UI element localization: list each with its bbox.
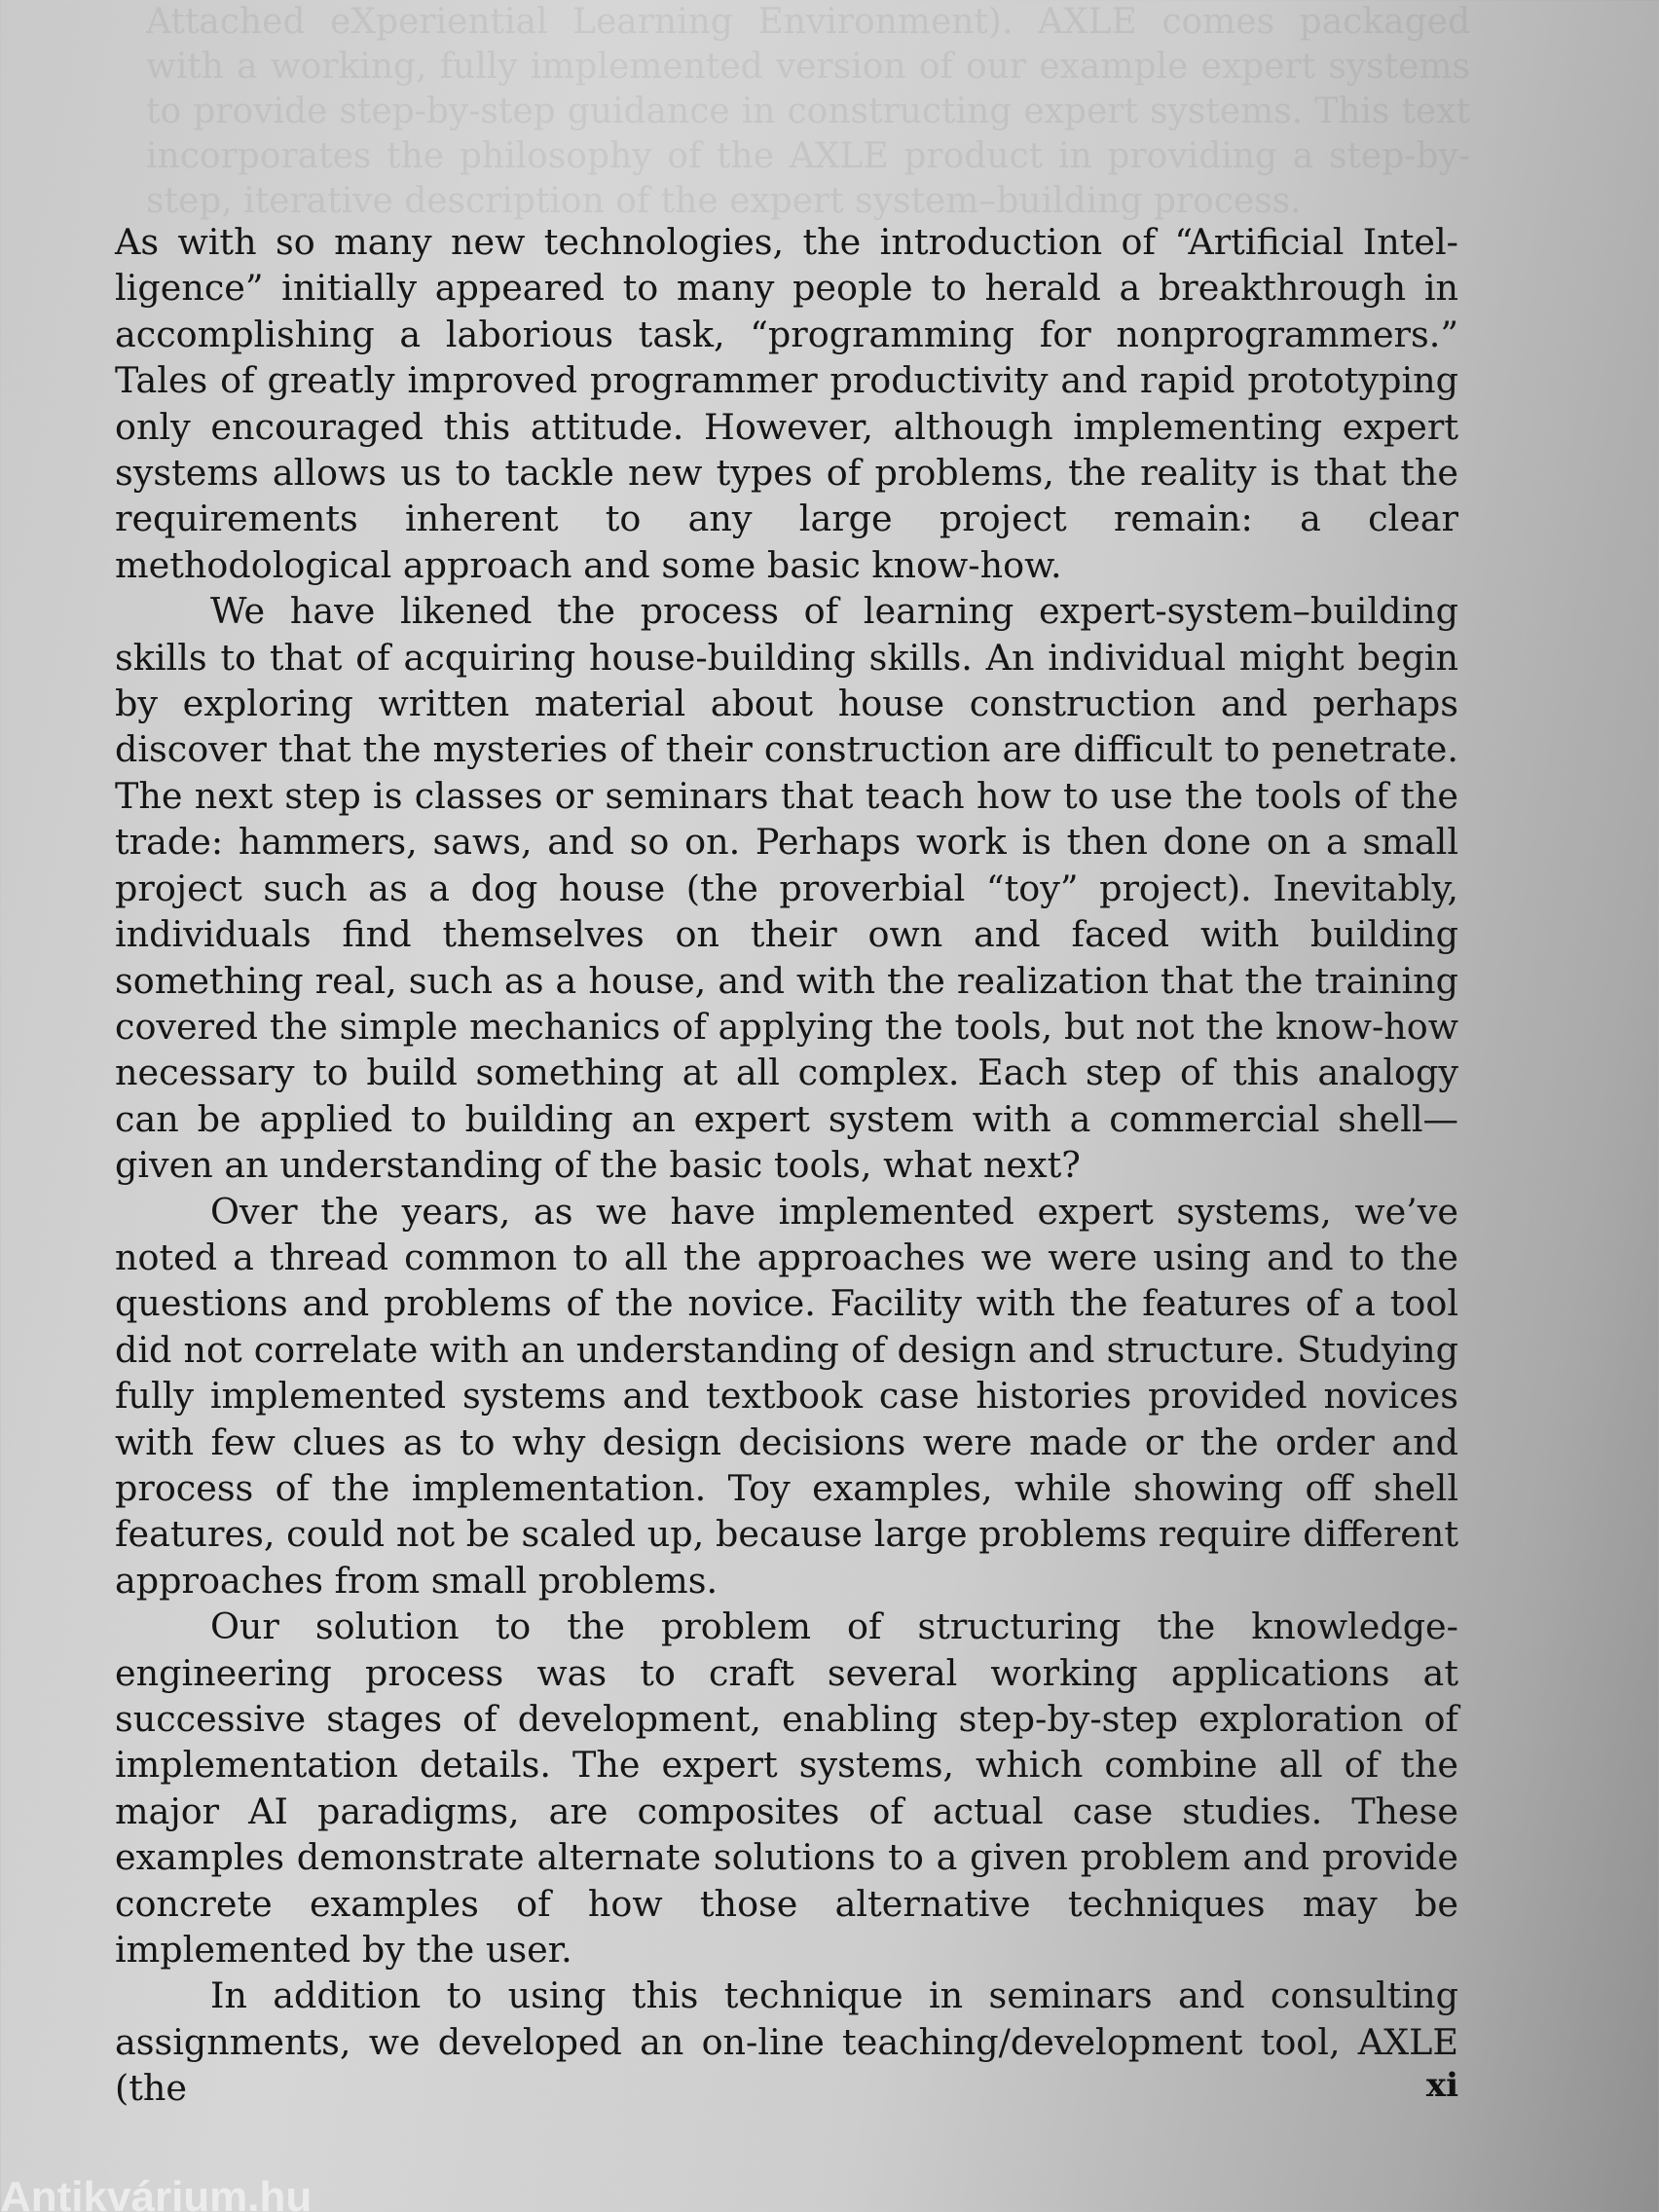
watermark-text: Antikvárium.hu [0, 2173, 313, 2212]
show-through-text: Attached eXperiential Learning Environment). AXLE comes packaged with a working, fully implemented version of our example expert systems to provide step-by-step guidance in constructing expert systems. This text incorporates the philosophy of the AXLE product in providing a step-by-step, iterative description of the expert system–building process. [146, 2, 1470, 221]
paragraph-3: Over the years, as we have implemented expert systems, we’ve noted a thread common to all the approaches we were using and to the questions and problems of the novice. Facility with the features of a tool did not correlate with an understanding of design and structure. Studying fully implemented systems and textbook case histories provided novices with few clues as to why design decisions were made or the order and process of the implementation. Toy examples, while showing off shell features, could not be scaled up, because large problems require different approaches from small problems. [115, 1190, 1458, 1602]
paragraph-5: In addition to using this technique in seminars and consulting assignments, we developed an on-line teaching/development tool, AXLE (the [115, 1974, 1458, 2110]
page-body [115, 219, 1458, 2112]
page-number: xi [1425, 2066, 1458, 2105]
paragraph-2: We have likened the process of learning expert-system–building skills to that of acquiring house-building skills. An individual might begin by exploring written material about house construction and perhaps discover that the mysteries of their construction are difficult to penetrate. The next step is classes or seminars that teach how to use the tools of the trade: hammers, saws, and so on. Perhaps work is then done on a small project such as a dog house (the proverbial “toy” project). Inevitably, individuals find themselves on their own and faced with building something real, such as a house, and with the realization that the training covered the simple mechanics of applying the tools, but not the know-how necessary to build something at all complex. Each step of this analogy can be applied to building an expert system with a commercial shell—given an understanding of the basic tools, what next? [115, 590, 1458, 1187]
paragraph-4: Our solution to the problem of structuring the knowledge-engineering process was to craft several working applications at successive stages of development, enabling step-by-step exploration of implementation details. The expert systems, which combine all of the major AI paradigms, are composites of actual case studies. These examples demonstrate alternate solutions to a given problem and provide concrete examples of how those alternative techniques may be implemented by the user. [115, 1605, 1458, 1972]
paragraph-1: As with so many new technologies, the introduction of “Artificial Intelligence” initially appeared to many people to herald a breakthrough in accomplishing a laborious task, “programming for nonprogrammers.” Tales of greatly improved programmer productivity and rapid prototyping only encouraged this attitude. However, although implementing expert systems allows us to tackle new types of problems, the reality is that the requirements inherent to any large project remain: a clear methodological approach and some basic know-how. [115, 221, 1458, 586]
